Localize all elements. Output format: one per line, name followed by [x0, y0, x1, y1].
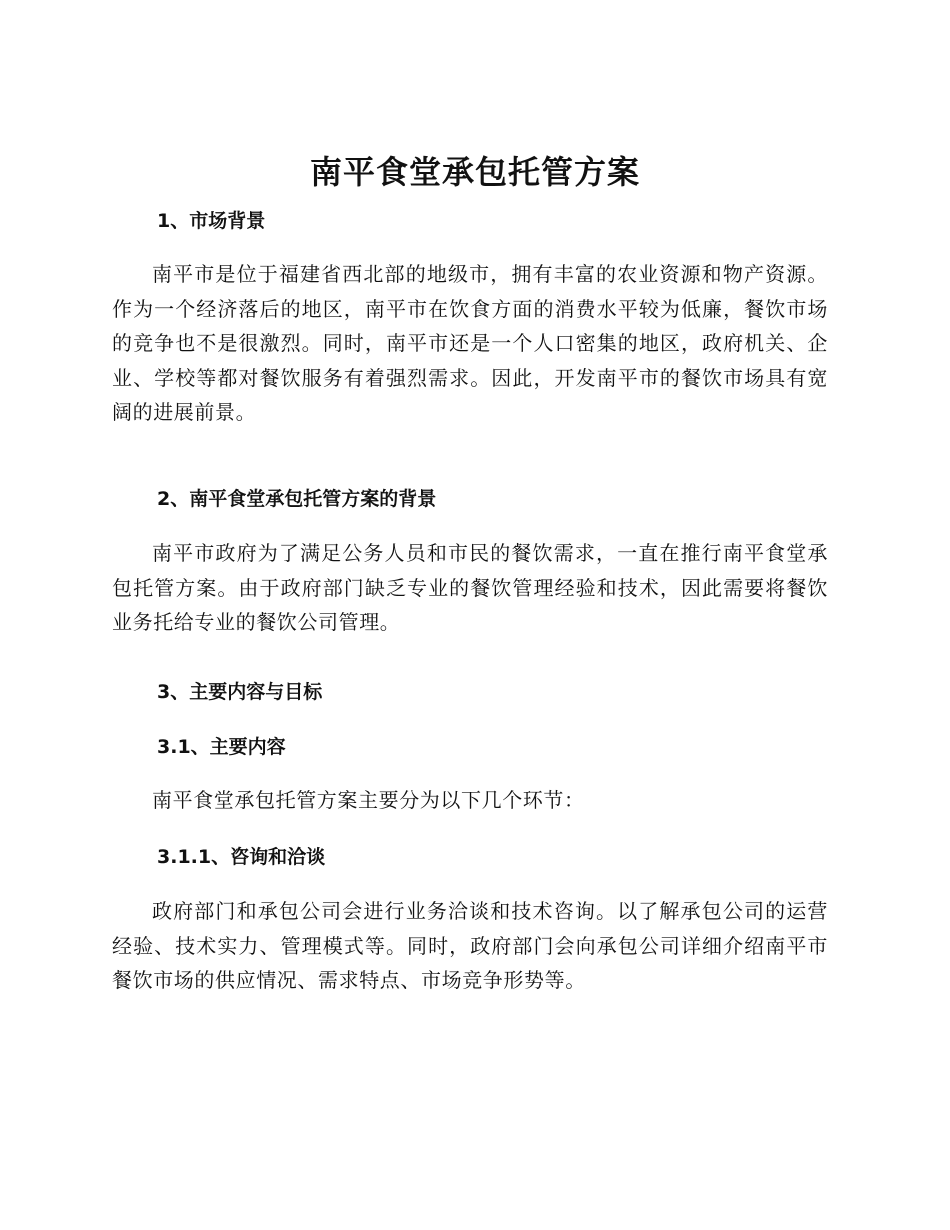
section-paragraph-2: 南平市政府为了满足公务人员和市民的餐饮需求，一直在推行南平食堂承包托管方案。由于政府部门缺乏专业的餐饮管理经验和技术，因此需要将餐饮业务托给专业的餐饮公司管理。 — [112, 541, 828, 635]
section-heading-1: 1、市场背景 — [157, 210, 266, 232]
section-paragraph-3-1-1: 政府部门和承包公司会进行业务洽谈和技术咨询。以了解承包公司的运营经验、技术实力、管理模式等。同时，政府部门会向承包公司详细介绍南平市餐饮市场的供应情况、需求特点、市场竞争形势等。 — [112, 899, 828, 993]
section-heading-3-1: 3.1、主要内容 — [157, 736, 286, 758]
section-paragraph-3-1: 南平食堂承包托管方案主要分为以下几个环节： — [152, 788, 585, 812]
section-paragraph-1: 南平市是位于福建省西北部的地级市，拥有丰富的农业资源和物产资源。作为一个经济落后的地区，南平市在饮食方面的消费水平较为低廉，餐饮市场的竞争也不是很激烈。同时，南平市还是一个人口密集的地区，政府机关、企业、学校等都对餐饮服务有着强烈需求。因此，开发南平市的餐饮市场具有宽阔的进展前景。 — [112, 262, 828, 425]
section-heading-3: 3、主要内容与目标 — [157, 681, 323, 703]
section-heading-2: 2、南平食堂承包托管方案的背景 — [157, 488, 437, 510]
section-heading-3-1-1: 3.1.1、咨询和洽谈 — [157, 846, 326, 868]
document-title: 南平食堂承包托管方案 — [309, 153, 640, 191]
